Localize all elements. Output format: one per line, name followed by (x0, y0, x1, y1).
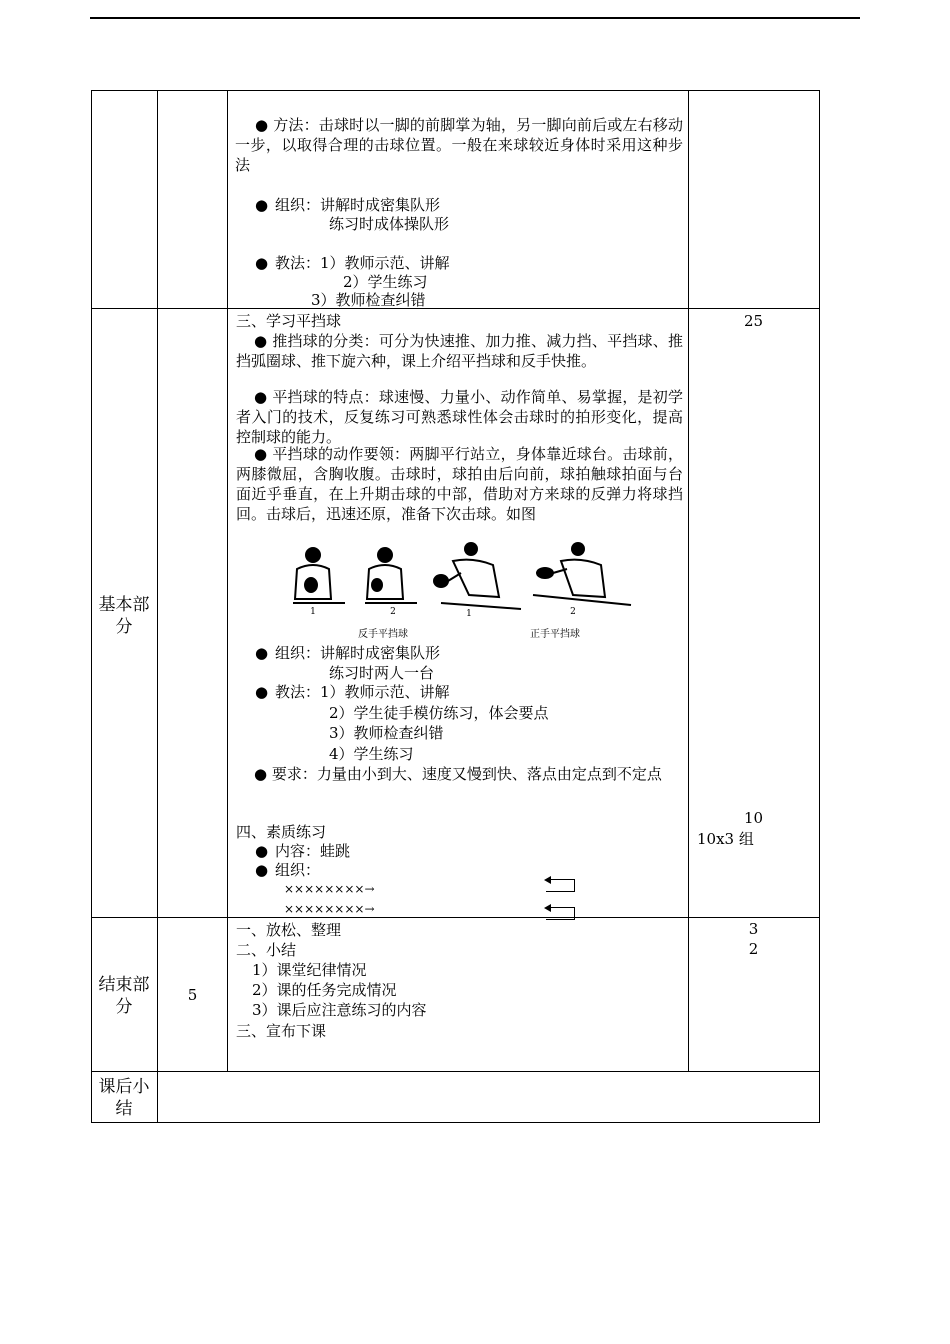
return-arrow-icon (546, 907, 575, 920)
fitness-heading: 四、素质练习 (236, 823, 327, 841)
end-time-1: 3 (748, 920, 759, 938)
player-figure (365, 547, 417, 603)
bullet: ● (254, 388, 268, 406)
basic-org: ● 组织：讲解时成密集队形 (255, 644, 441, 662)
basic-org-2: 练习时两人一台 (329, 664, 435, 682)
basic-section-label: 基本部分 (98, 595, 150, 637)
figure-num: 2 (570, 607, 576, 617)
row1-org: ● 组织：讲解时成密集队形 (255, 196, 441, 214)
basic-teach-3: 3）教师检查纠错 (329, 724, 444, 742)
figure-caption: 反手平挡球 (358, 629, 408, 640)
end-section-label: 结束部分 (98, 975, 150, 1017)
end-time: 5 (187, 986, 198, 1004)
figure-num: 2 (390, 607, 396, 617)
basic-teach: ● 教法：1）教师示范、讲解 (255, 683, 450, 701)
end-line: 1）课堂纪律情况 (252, 961, 367, 979)
bullet: ● (254, 332, 268, 350)
end-line: 一、放松、整理 (236, 921, 342, 939)
header-rule (90, 17, 860, 19)
figure-caption: 正手平挡球 (530, 629, 580, 640)
player-figure (433, 542, 521, 609)
figure-num: 1 (466, 609, 472, 619)
row-divider (91, 917, 819, 918)
return-arrow-icon (546, 879, 575, 892)
row1-teach-2: 2）学生练习 (343, 273, 428, 291)
essentials-para: ● 平挡球的动作要领：两脚平行站立，身体靠近球台。击球前，两膝微屈，含胸收腹。击球时，球拍由后向前，球拍触球拍面与台面近乎垂直，在上升期击球的中部，借助对方来球的反弹力将球挡回。击球后，迅速还原，准备下次击球。如图 (236, 445, 683, 523)
features-para: ● 平挡球的特点：球速慢、力量小、动作简单、易掌握，是初学者入门的技术，反复练习可熟悉球性体会击球时的拍形变化，提高控制球的能力。 (236, 388, 683, 446)
col-divider (157, 90, 158, 1122)
end-line: 三、宣布下课 (236, 1022, 327, 1040)
end-line: 3）课后应注意练习的内容 (252, 1001, 427, 1019)
row1-teach-3: 3）教师检查纠错 (311, 291, 426, 309)
end-line: 二、小结 (236, 941, 297, 959)
row-divider (91, 308, 819, 309)
end-time-2: 2 (748, 940, 759, 958)
bullet: ● (254, 445, 268, 463)
stroke-figure (283, 541, 633, 641)
classification-para: ● 推挡球的分类：可分为快速推、加力推、减力挡、平挡球、推挡弧圈球、推下旋六种，课上介绍平挡球和反手快推。 (236, 332, 683, 370)
method-text: 方法：击球时以一脚的前脚掌为轴，另一脚向前后或左右移动一步，以取得合理的击球位置。一般在来球较近身体时采用这种步法 (235, 116, 683, 174)
fitness-sets: 10x3 组 (697, 830, 754, 848)
fitness-org: ● 组织： (255, 861, 321, 879)
basic-teach-4: 4）学生练习 (329, 745, 414, 763)
row1-org-2: 练习时成体操队形 (329, 215, 450, 233)
requirement-para: ● 要求：力量由小到大、速度又慢到快、落点由定点到不定点 (254, 765, 662, 783)
bullet: ● (255, 116, 269, 134)
end-line: 2）课的任务完成情况 (252, 981, 397, 999)
figure-num: 1 (310, 607, 316, 617)
fitness-content: ● 内容：蛙跳 (255, 842, 351, 860)
player-figure (533, 542, 631, 605)
formation-row: ××××××××→ (284, 902, 375, 916)
row-divider (91, 1071, 819, 1072)
footwork-method (235, 115, 683, 175)
bullet: ● (254, 765, 268, 783)
fitness-time: 10 (743, 809, 764, 827)
player-figure (293, 547, 345, 603)
basic-heading: 三、学习平挡球 (236, 312, 342, 330)
basic-time: 25 (743, 312, 764, 330)
summary-section-label: 课后小结 (98, 1077, 150, 1119)
row1-teach: ● 教法：1）教师示范、讲解 (255, 254, 450, 272)
basic-teach-2: 2）学生徒手模仿练习，体会要点 (329, 704, 549, 722)
formation-row: ××××××××→ (284, 882, 375, 896)
col-divider (227, 90, 228, 1071)
